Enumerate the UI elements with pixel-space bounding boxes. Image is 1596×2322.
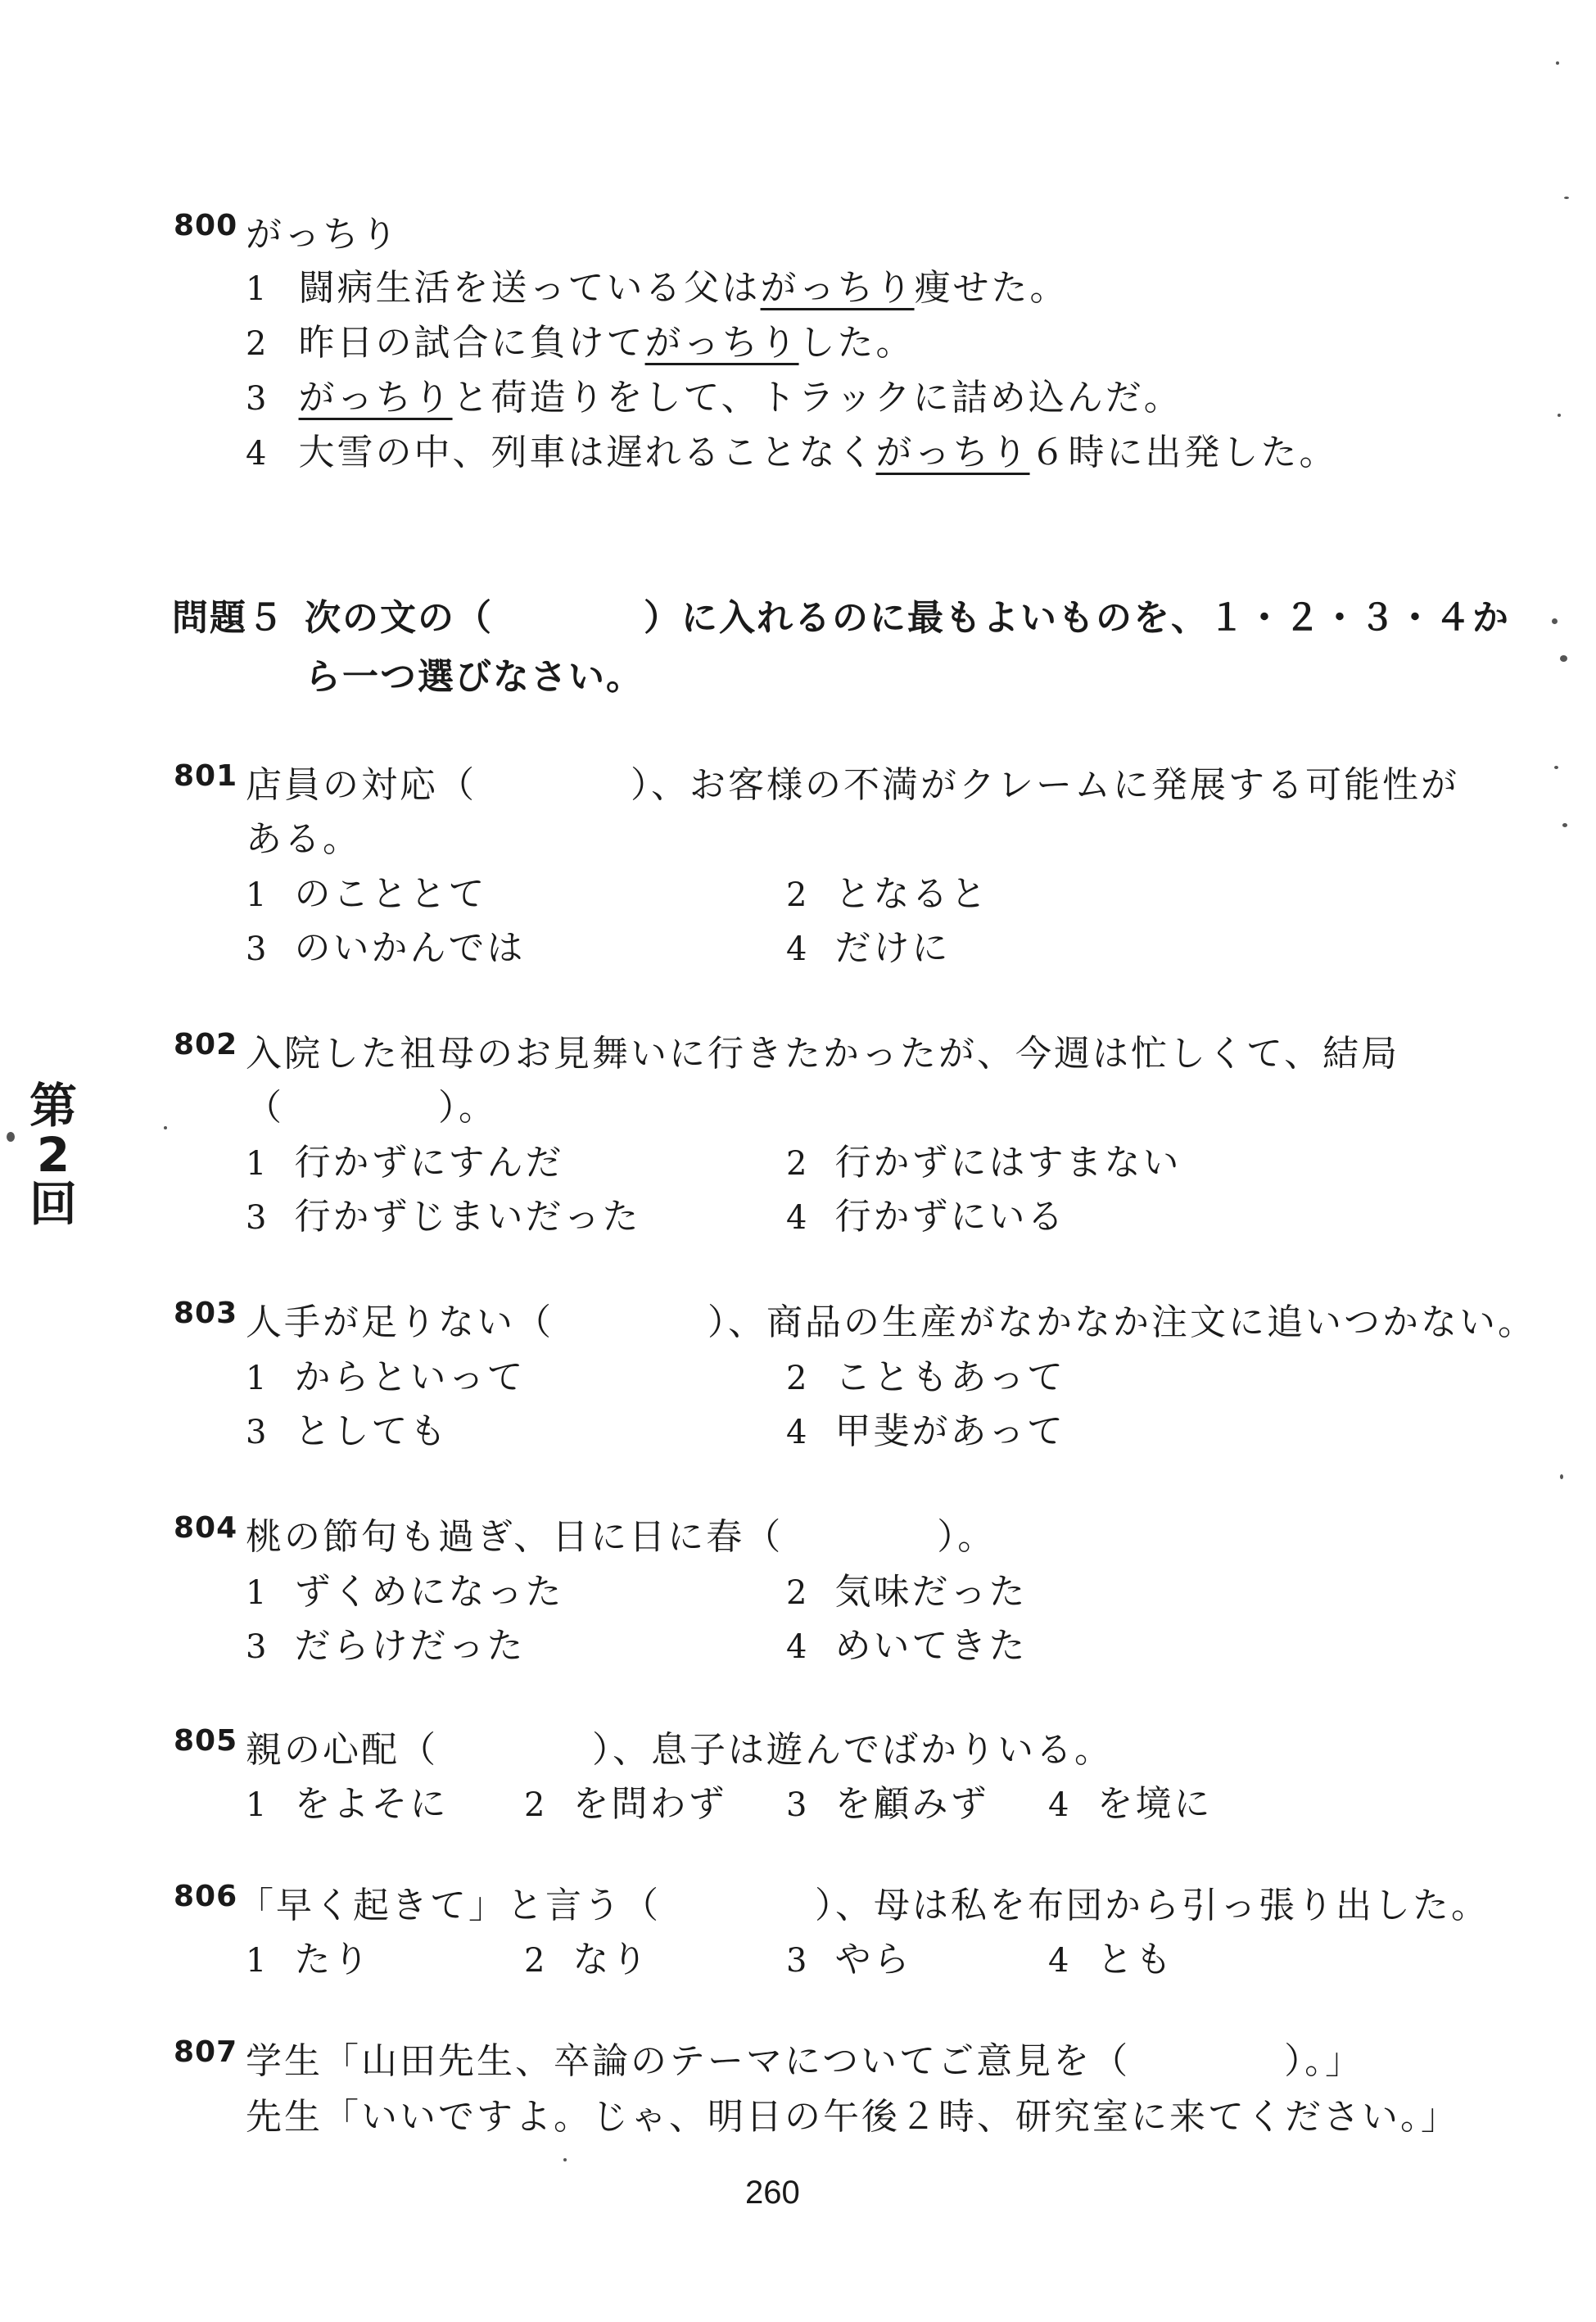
question-number: 802 <box>174 1028 238 1061</box>
section-instruction-line1: 次の文の（ ）に入れるのに最もよいものを、１・２・３・４か <box>305 597 1510 639</box>
option-row <box>246 423 1338 475</box>
question-stem: 学生「山田先生、卒論のテーマについてご意見を（ ）。」 <box>246 2040 1364 2082</box>
option-text: 闘病生活を送っている父はがっちり痩せた。 <box>298 267 1069 309</box>
question-word: がっちり <box>246 214 400 256</box>
question-stem-cont: 先生「いいですよ。じゃ、明日の午後２時、研究室に来てください。」 <box>246 2096 1459 2138</box>
question-number: 800 <box>174 209 238 242</box>
option: 4 だけに <box>786 927 951 969</box>
scan-speck <box>1562 823 1567 827</box>
question-number: 801 <box>174 759 238 793</box>
option: 4 甲斐があって <box>786 1410 1066 1452</box>
option: 2 こともあって <box>786 1356 1066 1398</box>
chapter-tab-char: 第 <box>29 1078 77 1134</box>
option-number: 4 <box>246 435 267 473</box>
question-stem: 親の心配（ ）、息子は遊んでばかりいる。 <box>246 1729 1113 1771</box>
option-text: 昨日の試合に負けてがっちりした。 <box>298 322 915 364</box>
scan-speck <box>1564 197 1569 199</box>
option: 4 行かずにいる <box>786 1196 1066 1238</box>
question-stem: 桃の節句も過ぎ、日に日に春（ ）。 <box>246 1516 997 1558</box>
question-stem: 入院した祖母のお見舞いに行きたかったが、今週は忙しくて、結局 <box>246 1033 1400 1075</box>
option: 2 を問わず <box>524 1783 727 1825</box>
option: 1 たり <box>246 1939 372 1980</box>
option-row <box>246 313 915 365</box>
question-number: 803 <box>174 1297 238 1330</box>
option: 2 行かずにはすまない <box>786 1142 1182 1184</box>
scan-speck <box>563 2158 567 2161</box>
option: 4 とも <box>1048 1939 1174 1980</box>
question-number: 806 <box>174 1880 238 1913</box>
scan-speck <box>1560 655 1567 662</box>
option: 3 としても <box>246 1410 449 1452</box>
question-number: 807 <box>174 2035 238 2069</box>
chapter-tab-number: 2 <box>36 1127 70 1183</box>
section-label: 問題５ <box>172 597 285 639</box>
question-stem-cont: ある。 <box>246 818 361 860</box>
option: 1 をよそに <box>246 1783 449 1825</box>
question-stem-cont: （ ）。 <box>246 1087 497 1129</box>
option: 3 行かずじまいだった <box>246 1196 641 1238</box>
option: 1 のこととて <box>246 873 487 915</box>
scan-speck <box>1558 414 1561 417</box>
option: 1 ずくめになった <box>246 1571 564 1613</box>
option-row <box>246 368 1182 420</box>
question-stem: 人手が足りない（ ）、商品の生産がなかなか注文に追いつかない。 <box>246 1301 1536 1343</box>
option: 1 行かずにすんだ <box>246 1142 564 1184</box>
question-stem: 「早く起きて」と言う（ ）、母は私を布団から引っ張り出した。 <box>237 1885 1490 1926</box>
section-instruction-line2: ら一つ選びなさい。 <box>305 656 644 698</box>
scan-speck <box>1552 618 1558 624</box>
option-text: がっちりと荷造りをして、トラックに詰め込んだ。 <box>298 377 1182 419</box>
option: 2 なり <box>524 1939 650 1980</box>
option: 4 めいてきた <box>786 1625 1028 1667</box>
question-number: 804 <box>174 1511 238 1545</box>
option: 4 を境に <box>1048 1783 1213 1825</box>
option-text: 大雪の中、列車は遅れることなくがっちり６時に出発した。 <box>298 432 1338 473</box>
option: 3 やら <box>786 1939 912 1980</box>
scan-speck <box>164 1126 167 1129</box>
option: 3 だらけだった <box>246 1625 526 1667</box>
option: 2 気味だった <box>786 1571 1028 1613</box>
option-row <box>246 258 1069 310</box>
option: 3 のいかんでは <box>246 927 526 969</box>
question-stem: 店員の対応（ ）、お客様の不満がクレームに発展する可能性が <box>246 764 1459 806</box>
scan-speck <box>7 1132 15 1142</box>
option: 2 となると <box>786 873 989 915</box>
option: 3 を顧みず <box>786 1783 989 1825</box>
question-number: 805 <box>174 1724 238 1758</box>
option-number: 3 <box>246 380 267 418</box>
scan-speck <box>1556 61 1559 65</box>
page-number: 260 <box>745 2175 800 2211</box>
chapter-tab-char: 回 <box>29 1176 77 1232</box>
option: 1 からといって <box>246 1356 526 1398</box>
option-number: 1 <box>246 270 267 308</box>
scan-speck <box>1560 1474 1563 1479</box>
chapter-tab <box>20 1078 86 1232</box>
scan-speck <box>1554 766 1558 769</box>
option-number: 2 <box>246 325 267 363</box>
